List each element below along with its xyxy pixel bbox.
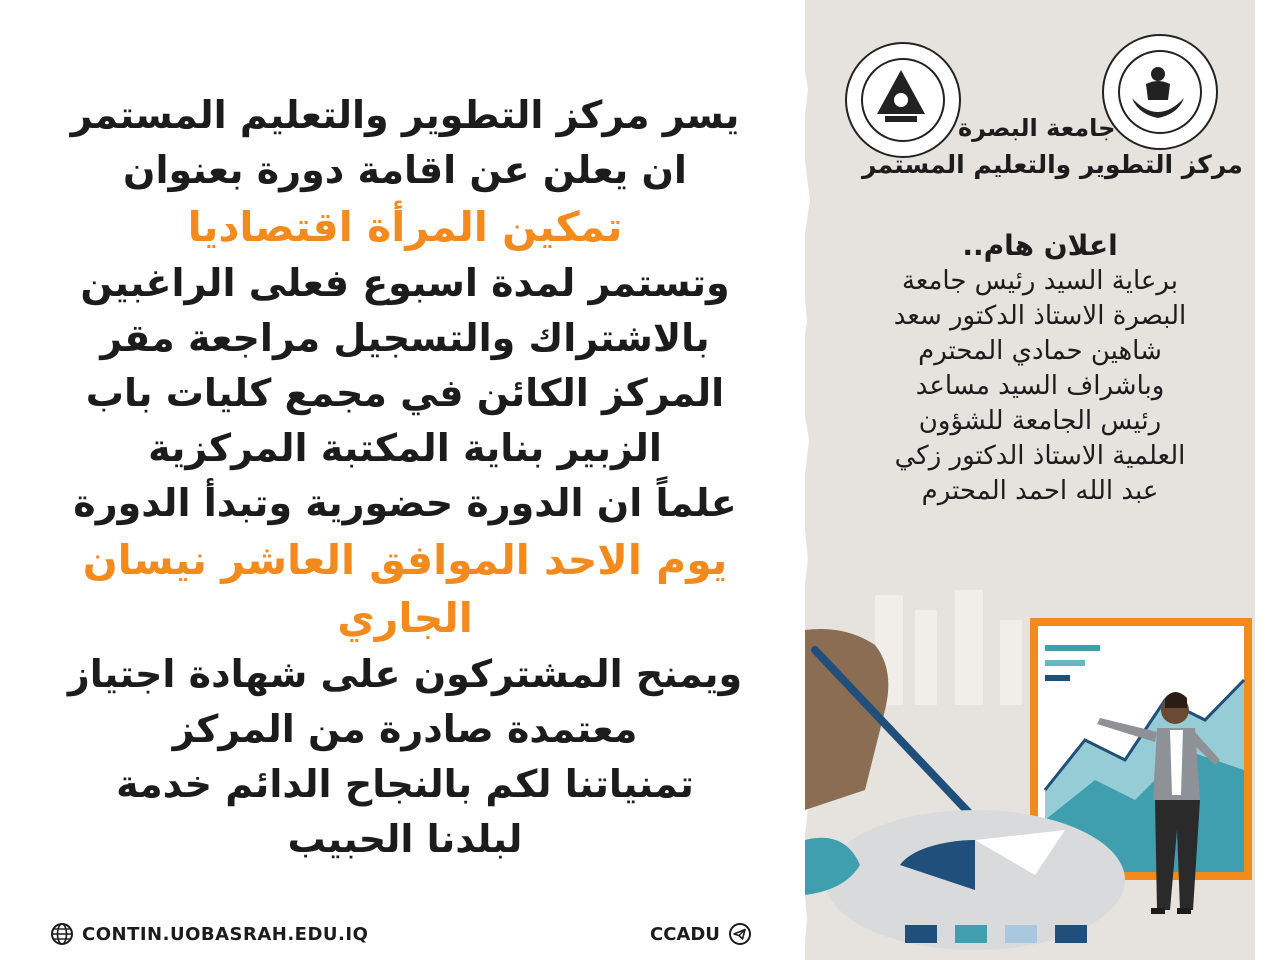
body-line-8: ويمنح المشتركون على شهادة اجتياز (67, 652, 743, 696)
body-line-7: علماً ان الدورة حضورية وتبدأ الدورة (73, 481, 737, 525)
course-date-line-2: الجاري (337, 594, 473, 642)
website-url[interactable]: CONTIN.UOBASRAH.EDU.IQ (82, 923, 369, 945)
announcement-line-6: العلمية الاستاذ الدكتور زكي (894, 441, 1186, 471)
body-line-3: وتستمر لمدة اسبوع فعلى الراغبين (80, 261, 730, 305)
body-line-6: الزبير بناية المكتبة المركزية (148, 426, 662, 470)
university-seal-icon (845, 42, 957, 154)
body-line-4: بالاشتراك والتسجيل مراجعة مقر (100, 316, 710, 360)
course-title: تمكين المرأة اقتصاديا (187, 203, 623, 251)
body-line-11: لبلدنا الحبيب (287, 817, 523, 861)
body-line-1: يسر مركز التطوير والتعليم المستمر (70, 93, 740, 137)
brand-footer (650, 922, 752, 946)
announcement-line-3: شاهين حمادي المحترم (918, 336, 1162, 366)
center-logo (1102, 34, 1218, 150)
body-line-9: معتمدة صادرة من المركز (172, 707, 638, 751)
telegram-icon[interactable] (728, 922, 752, 946)
announcement-body (60, 88, 750, 867)
website-footer (50, 922, 368, 946)
right-margin (1255, 0, 1280, 960)
announcement-line-4: وباشراف السيد مساعد (915, 371, 1165, 401)
announcement-title: اعلان هام.. (962, 229, 1118, 262)
announcement-line-7: عبد الله احمد المحترم (921, 476, 1159, 506)
announcement-line-2: البصرة الاستاذ الدكتور سعد (893, 301, 1187, 331)
body-line-2: ان يعلن عن اقامة دورة بعنوان (123, 148, 687, 192)
center-name: مركز التطوير والتعليم المستمر (862, 150, 1243, 179)
announcement-line-5: رئيس الجامعة للشؤون (918, 406, 1162, 436)
body-line-5: المركز الكائن في مجمع كليات باب (85, 371, 725, 415)
body-line-10: تمنياتنا لكم بالنجاح الدائم خدمة (116, 762, 694, 806)
center-seal-icon (1102, 34, 1214, 146)
university-logo (845, 42, 961, 158)
globe-icon (50, 922, 74, 946)
university-name: جامعة البصرة (958, 114, 1116, 142)
brand-name: CCADU (650, 923, 720, 945)
announcement-line-1: برعاية السيد رئيس جامعة (901, 266, 1178, 296)
announcement-box (840, 228, 1240, 509)
course-date-line-1: يوم الاحد الموافق العاشر نيسان (82, 536, 728, 584)
presentation-illustration (805, 590, 1255, 960)
